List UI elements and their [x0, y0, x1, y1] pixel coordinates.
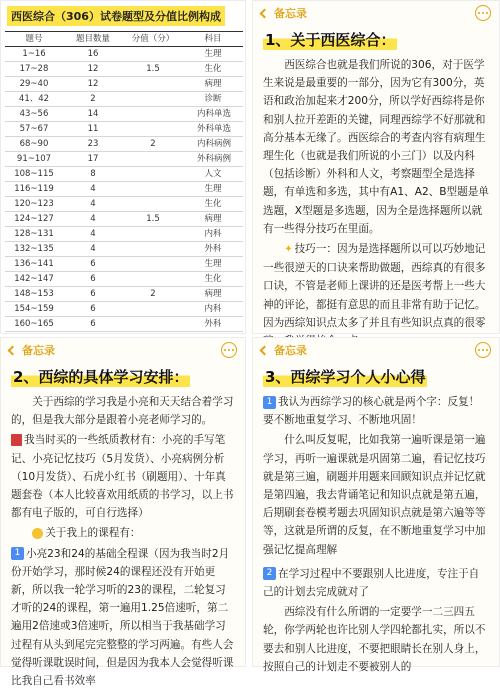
table-cell-subject: 人文 [183, 167, 243, 182]
paragraph-courses: 关于我上的课程有： [11, 524, 235, 542]
table-row [5, 302, 243, 317]
number-one-icon: 1 [11, 547, 24, 560]
table-cell-range: 1~16 [5, 47, 63, 62]
table-cell-subject: 生理 [183, 257, 243, 272]
table-cell-count: 17 [63, 152, 123, 167]
note-body [1, 391, 245, 690]
table-cell-range: 57~67 [5, 122, 63, 137]
note-tips-panel [252, 337, 500, 673]
note-header [1, 338, 245, 362]
table-header-row [5, 32, 243, 47]
table-cell-count: 4 [63, 227, 123, 242]
table-cell-subject: 病理 [183, 77, 243, 92]
note-body [253, 391, 499, 676]
table-cell-subject: 生化 [183, 62, 243, 77]
table-cell-score [123, 182, 183, 197]
more-options-icon[interactable] [221, 342, 237, 358]
table-cell-count: 6 [63, 302, 123, 317]
table-row [5, 122, 243, 137]
sparkle-icon: ✦ [284, 244, 293, 256]
table-cell-subject: 病理 [183, 212, 243, 227]
table-cell-score [123, 197, 183, 212]
paragraph-books: 我当时买的一些纸质教材有：小亮的手写笔记、小亮记忆技巧（5月发货）、小亮病例分析（10月发货）、石虎小红书（刷题用）、十年真题套卷（本人比较喜欢用纸质的书学习，以上书都有电子版的，可自行选择） [11, 434, 234, 520]
header-subject: 科目 [183, 32, 243, 47]
table-cell-range: 91~107 [5, 152, 63, 167]
table-cell-count: 23 [63, 137, 123, 152]
table-cell-subject: 内科 [183, 227, 243, 242]
more-options-icon[interactable] [475, 342, 491, 358]
number-one-icon: 1 [263, 396, 276, 409]
exam-distribution-table [5, 31, 243, 332]
table-row [5, 77, 243, 92]
table-row [5, 242, 243, 257]
table-cell-count: 8 [63, 167, 123, 182]
table-cell-range: 29~40 [5, 77, 63, 92]
table-cell-subject: 生理 [183, 47, 243, 62]
back-button[interactable]: 备忘录 [9, 342, 55, 358]
note-plan-panel [0, 337, 246, 688]
table-cell-range: 116~119 [5, 182, 63, 197]
paragraph: 什么叫反复呢，比如我第一遍听课是第一遍学习，再听一遍课就是巩固第二遍，看记忆技巧就是第三遍，刷题并用题来回顾知识点并记忆就是第四遍，我去背诵笔记和知识点就是第五遍，后期刷套卷模考题去巩固知识点就是第六遍等等等，这就是所谓的反复，在不断地重复学习中加强记忆提高理解 [263, 434, 486, 556]
table-cell-subject: 病理 [183, 287, 243, 302]
table-cell-count: 4 [63, 182, 123, 197]
table-cell-range: 132~135 [5, 242, 63, 257]
table-cell-score [123, 152, 183, 167]
table-row [5, 227, 243, 242]
table-cell-count: 4 [63, 242, 123, 257]
smile-icon [32, 528, 43, 539]
table-cell-subject: 生化 [183, 197, 243, 212]
table-cell-count: 4 [63, 197, 123, 212]
table-cell-count: 6 [63, 257, 123, 272]
table-cell-subject: 生理 [183, 182, 243, 197]
table-cell-score [123, 167, 183, 182]
table-cell-score: 2 [123, 137, 183, 152]
table-cell-range: 68~90 [5, 137, 63, 152]
header-range: 题号 [5, 32, 63, 47]
table-cell-range: 108~115 [5, 167, 63, 182]
note-body [253, 54, 499, 350]
header-score: 分值（分） [123, 32, 183, 47]
table-row [5, 272, 243, 287]
table-row [5, 197, 243, 212]
table-title: 西医综合（306）试卷题型及分值比例构成 [1, 1, 245, 31]
table-cell-range: 120~123 [5, 197, 63, 212]
paragraph: 西医综合也就是我们所说的306，对于医学生来说是最重要的一部分，因为它有300分，英语和政治加起来才200分，所以学好西综将是你和别人拉开差距的关键，同理西综学不好那就和高分基本无缘了。西医综合的考查内容有病理生理生化（也就是我们所说的小三门）以及内科（包括诊断）外科和人文，考察题型全是选择题，有单选和多选，其中有A1、A2、B型题是单选题，X型题是多选题，因为全是选择题所以就有一些得分技巧在里面。 [263, 59, 489, 235]
table-row [5, 182, 243, 197]
table-row [5, 137, 243, 152]
table-cell-score [123, 47, 183, 62]
note-title: 2、西综的具体学习安排： [13, 368, 189, 386]
chevron-left-icon [260, 8, 270, 18]
table-cell-score [123, 77, 183, 92]
table-cell-score [123, 317, 183, 332]
table-cell-count: 16 [63, 47, 123, 62]
more-options-icon[interactable] [475, 5, 491, 21]
table-cell-range: 43~56 [5, 107, 63, 122]
table-cell-count: 12 [63, 77, 123, 92]
table-cell-range: 17~28 [5, 62, 63, 77]
paragraph-course-detail: 1 小亮23和24的基础全程课（因为我当时2月份开始学习，那时候24的课程还没有开始更新，所以我一轮学习听的23的课程，二轮复习才听的24的课程，第一遍用1.25倍速听，第二遍用2倍速或3倍速听，所以相当于我基础学习过程有从头到尾完完整整的学习两遍。有些人会觉得听课耽误时间，但是因为我本人会觉得听课比我自己看书效率 [11, 547, 234, 688]
table-cell-subject: 生化 [183, 272, 243, 287]
table-cell-subject: 内科 [183, 302, 243, 317]
table-row [5, 287, 243, 302]
table-cell-count: 2 [63, 92, 123, 107]
table-cell-score [123, 242, 183, 257]
note-header [253, 1, 499, 25]
table-cell-subject: 外科 [183, 242, 243, 257]
table-cell-range: 154~159 [5, 302, 63, 317]
back-button[interactable]: 备忘录 [261, 342, 307, 358]
table-cell-subject: 外科 [183, 317, 243, 332]
table-cell-score: 1.5 [123, 62, 183, 77]
table-row [5, 317, 243, 332]
note-title: 3、西综学习个人小心得 [265, 368, 426, 386]
table-cell-count: 14 [63, 107, 123, 122]
table-cell-subject: 外科病例 [183, 152, 243, 167]
paragraph: 西综没有什么所谓的一定要学一二三四五轮，你学两轮也许比别人学四轮都扎实，所以不要去和别人比进度，不要把眼睛长在别人身上，按照自己的计划走不要被别人的 [263, 606, 486, 673]
paragraph: 关于西综的学习我是小亮和天天结合着学习的，但是我大部分是跟着小亮老师学习的。 [11, 396, 234, 427]
paragraph-tip-one: 1 我认为西综学习的核心就是两个字：反复！要不断地重复学习、不断地巩固！ [263, 396, 480, 427]
table-cell-score [123, 92, 183, 107]
table-cell-count: 4 [63, 212, 123, 227]
table-cell-score [123, 122, 183, 137]
paragraph-tip-two: 2 在学习过程中不要跟别人比进度，专注于自己的计划去完成就对了 [263, 567, 480, 599]
table-row [5, 62, 243, 77]
table-cell-count: 6 [63, 287, 123, 302]
chevron-left-icon [260, 345, 270, 355]
table-cell-score [123, 272, 183, 287]
note-header [253, 338, 499, 362]
table-cell-range: 128~131 [5, 227, 63, 242]
table-row [5, 47, 243, 62]
table-cell-score [123, 227, 183, 242]
table-cell-score: 1.5 [123, 212, 183, 227]
table-cell-score [123, 257, 183, 272]
exam-table-panel [0, 0, 246, 334]
table-cell-score [123, 107, 183, 122]
table-cell-range: 148~153 [5, 287, 63, 302]
table-cell-score [123, 302, 183, 317]
table-cell-subject: 外科单选 [183, 122, 243, 137]
table-cell-subject: 内科病例 [183, 137, 243, 152]
table-cell-range: 136~141 [5, 257, 63, 272]
chevron-left-icon [8, 345, 18, 355]
table-row [5, 152, 243, 167]
table-cell-count: 11 [63, 122, 123, 137]
table-cell-subject: 内科单选 [183, 107, 243, 122]
table-cell-subject: 诊断 [183, 92, 243, 107]
table-cell-range: 142~147 [5, 272, 63, 287]
header-count: 题目数量 [63, 32, 123, 47]
table-cell-range: 160~165 [5, 317, 63, 332]
table-cell-range: 41、42 [5, 92, 63, 107]
table-row [5, 92, 243, 107]
table-row [5, 212, 243, 227]
table-cell-range: 124~127 [5, 212, 63, 227]
table-cell-score: 2 [123, 287, 183, 302]
back-button[interactable]: 备忘录 [261, 5, 307, 21]
book-icon [11, 434, 22, 446]
table-row [5, 257, 243, 272]
note-intro-panel [252, 0, 500, 334]
table-row [5, 107, 243, 122]
table-cell-count: 6 [63, 272, 123, 287]
table-cell-count: 12 [63, 62, 123, 77]
table-row [5, 167, 243, 182]
number-two-icon: 2 [263, 567, 276, 580]
note-title: 1、关于西医综合： [265, 31, 396, 49]
paragraph-tip: ✦ 技巧一：因为是选择题所以可以巧妙地记一些很逆天的口诀来帮助做题，西综真的有很多口诀，不管是老师上课讲的还是医考帮上一些大神的评论，都挺有意思的而且非常有助于记忆。因为西综知识点太多了并且有些知识点真的很零 [263, 243, 486, 329]
table-cell-count: 6 [63, 317, 123, 332]
